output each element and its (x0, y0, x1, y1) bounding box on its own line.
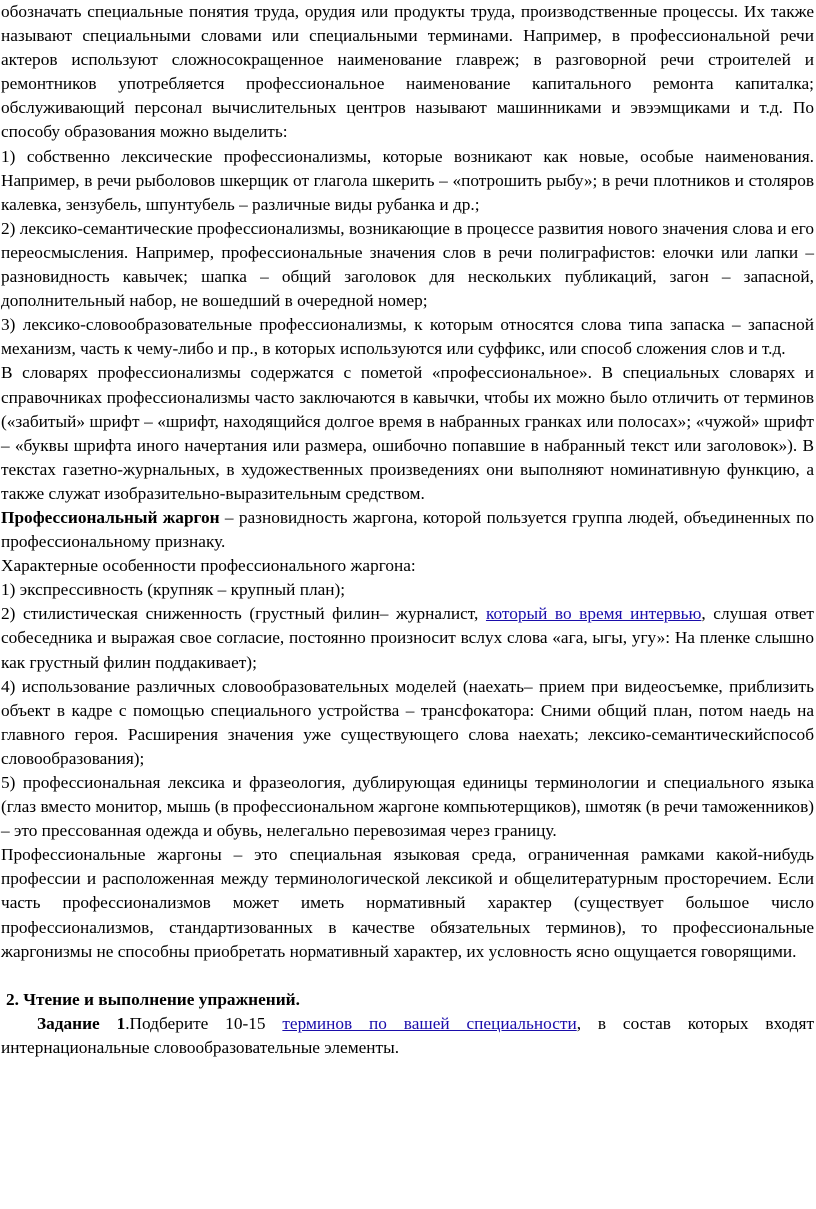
list-item-lexical: 1) собственно лексические профессионализмы, которые возникают как новые, особые наименования. Например, в речи рыболовов шкерщик от глагола шкерить – «потрошить рыбу»; в речи плотников и столяров калевка, зензубель, шпунтубель – различные виды рубанка и др.; (1, 146, 814, 214)
task-text-end: , в состав которых входят интернациональные словообразовательные элементы. (1, 1013, 814, 1057)
paragraph-professional-jargons: Профессиональные жаргоны – это специальная языковая среда, ограниченная рамками какой-нибудь профессии и расположенная между терминологической лексикой и общелитературным просторечием. Если часть профессионализмов может иметь нормативный характер (существует большое число профессионализмов, стандартизованных в качестве обязательных терминов), то профессиональные жаргонизмы не способны приобретать нормативный характер, их условность ясно ощущается говорящими. (1, 845, 814, 961)
paragraph-intro: обозначать специальные понятия труда, орудия или продукты труда, производственные процессы. Их также называют специальными словами или специальными терминами. Например, в профессиональной речи актеров используют сложносокращенное наименование главреж; в разговорной речи строителей и ремонтников употребляется профессиональное наименование капитального ремонта капиталка; обслуживающий персонал вычислительных центров называют машинниками и эвээмщиками и т.д. По способу образования можно выделить: (1, 2, 814, 142)
feature-stylistic-text-end: , слушая ответ собеседника и выражая свое согласие, постоянно произносит вслух слова «ага, ыгы, угу»: На пленке слышно как грустный филин поддакивает); (1, 604, 814, 672)
task-paragraph (0, 1012, 816, 1060)
task-label: Задание 1 (37, 1013, 126, 1033)
list-item-semantic: 2) лексико-семантические профессионализмы, возникающие в процессе развития нового значения слова и его переосмысления. Например, профессиональные значения слов в речи полиграфистов: елочки или лапки – разновидность кавычек; шапка – общий заголовок для нескольких публикаций, загон – запасной, дополнительный набор, не вошедший в очередной номер; (1, 218, 814, 311)
section-heading: 2. Чтение и выполнение упражнений. (6, 989, 300, 1009)
task-text-start: .Подберите 10-15 (125, 1013, 283, 1033)
list-item-word-formation: 3) лексико-словообразовательные профессионализмы, к которым относятся слова типа запаска – запасной механизм, часть к чему-либо и пр., в которых используются или суффикс, или способ сложения слов и т.д. (1, 315, 814, 359)
jargon-definition: – разновидность жаргона, которой пользуется группа людей, объединенных по профессиональному признаку. (1, 507, 815, 552)
feature-stylistic-text-start: 2) стилистическая сниженность (грустный филин– журналист, (1, 604, 486, 624)
paragraph-dictionaries: В словарях профессионализмы содержатся с пометой «профессиональное». В специальных словарях и справочниках профессионализмы часто заключаются в кавычки, чтобы их можно было отличить от терминов («забитый» шрифт – «шрифт, находящийся долгое время в набранных гранках или полосах»; «чужой» шрифт – «буквы шрифта иного начертания или размера, ошибочно попавшие в набранный текст или заголовок»). В текстах газетно-журнальных, в художественных произведениях они выполняют номинативную функцию, а также служат изобразительно-выразительным средством. (1, 363, 814, 503)
jargon-term: Профессиональный жаргон (1, 507, 220, 527)
terms-link[interactable]: терминов по вашей специальности (282, 1013, 577, 1033)
interview-link[interactable]: который во время интервью (485, 604, 702, 624)
feature-word-formation-models: 4) использование различных словообразовательных моделей (наехать– прием при видеосъемке, приблизить объект в кадре с помощью специального устройства – трансфокатора: Сними общий план, потом наедь на главного героя. Расширения значения уже существующего слова наехать; лексико-семантическийспособ словообразования); (1, 676, 814, 768)
feature-stylistic (0, 602, 816, 674)
feature-professional-lexicon: 5) профессиональная лексика и фразеология, дублирующая единицы терминологии и специального языка (глаз вместо монитор, мышь (в профессиональном жаргоне компьютерщиков), шмотяк (в речи таможенников) – это прессованная одежда и обувь, нелегально перевозимая через границу. (1, 773, 814, 841)
paragraph-jargon-definition (0, 506, 816, 554)
features-intro: Характерные особенности профессионального жаргона: (1, 556, 416, 576)
feature-expressiveness: 1) экспрессивность (крупняк – крупный план); (1, 580, 346, 600)
spacer (0, 964, 816, 988)
